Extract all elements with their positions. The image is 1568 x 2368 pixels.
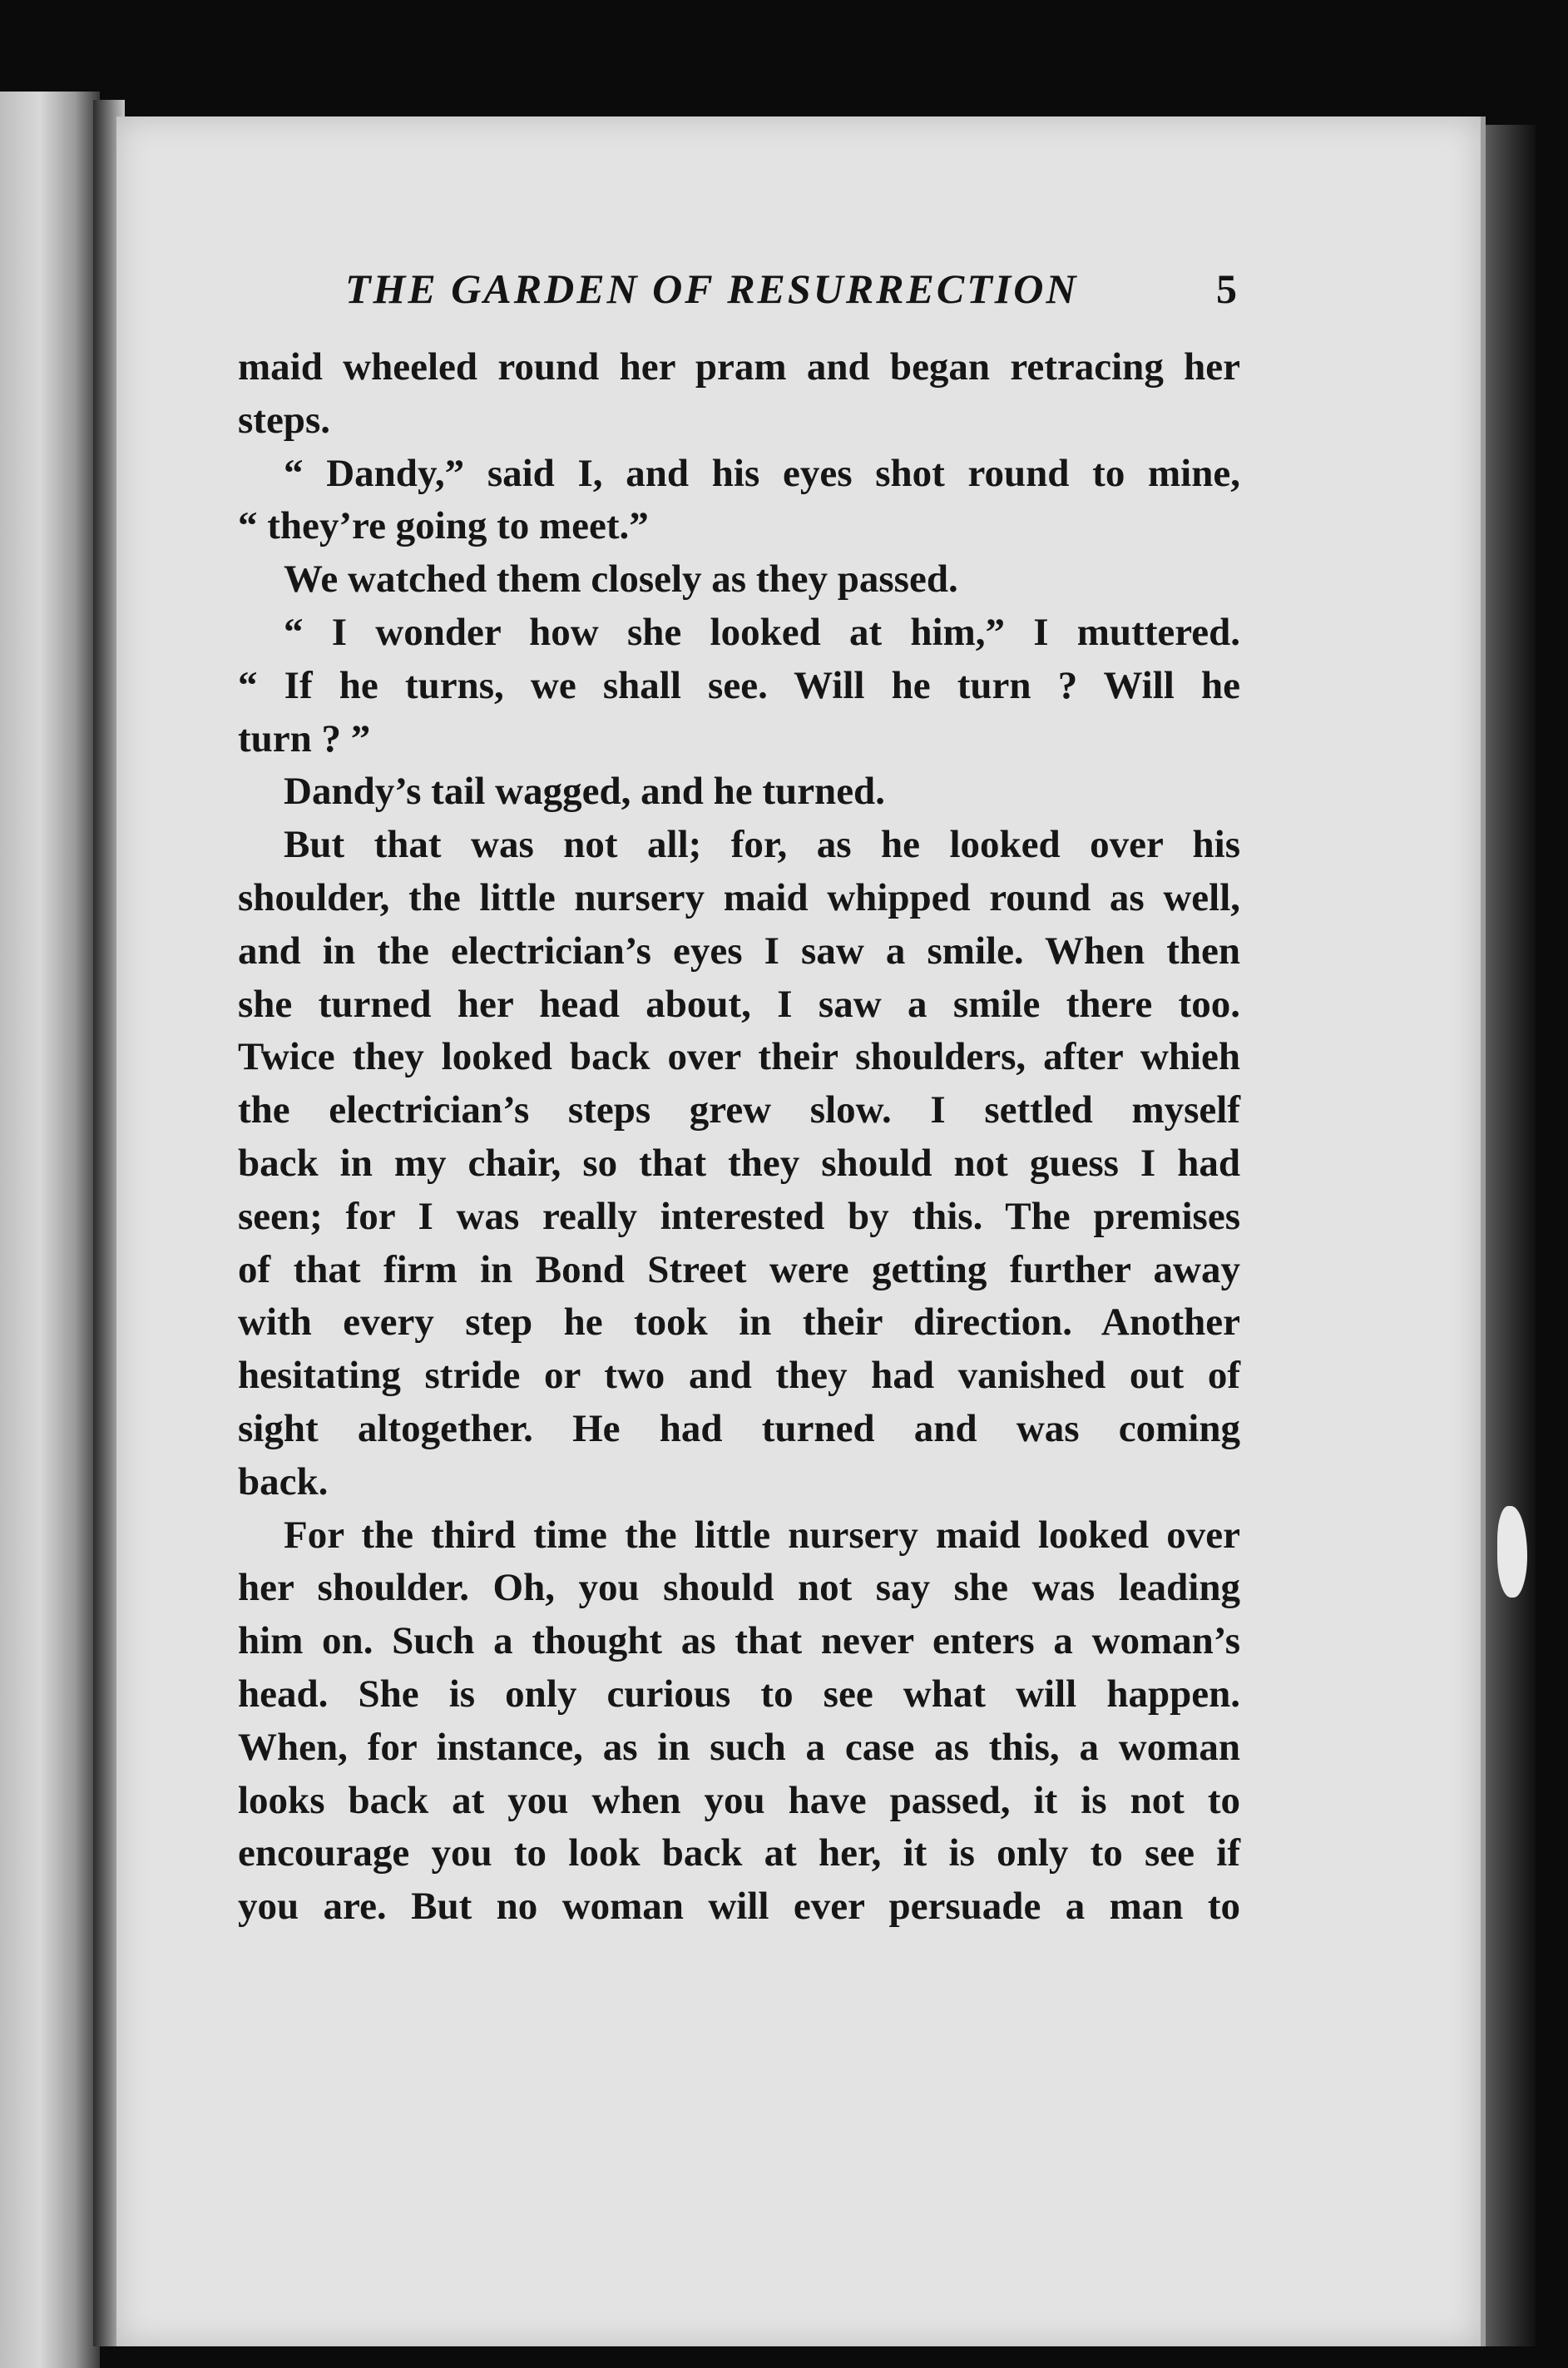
running-head-title: THE GARDEN OF RESURRECTION xyxy=(345,265,1079,312)
text-line: and in the electrician’s eyes I saw a smile. When then xyxy=(238,929,1240,973)
text-line: “ they’re going to meet.” xyxy=(238,504,649,548)
body-text xyxy=(238,341,1240,1934)
text-line: “ If he turns, we shall see. Will he turn ? Will he xyxy=(238,663,1240,707)
text-line: But that was not all; for, as he looked over his xyxy=(284,823,1240,867)
text-line: looks back at you when you have passed, it is not to xyxy=(238,1778,1240,1822)
text-line: turn ? ” xyxy=(238,716,371,760)
text-line: her shoulder. Oh, you should not say she was leading xyxy=(238,1566,1240,1610)
text-line: maid wheeled round her pram and began retracing her xyxy=(238,345,1240,389)
text-line: hesitating stride or two and they had vanished out of xyxy=(238,1354,1240,1398)
text-line: of that firm in Bond Street were getting further away xyxy=(238,1247,1240,1291)
text-line: steps. xyxy=(238,398,330,442)
text-line: him on. Such a thought as that never enters a woman’s xyxy=(238,1619,1240,1663)
page-stack-edge xyxy=(1486,125,1536,2346)
text-line: you are. But no woman will ever persuade a man to xyxy=(238,1885,1240,1929)
text-line: shoulder, the little nursery maid whipped round as well, xyxy=(238,875,1240,919)
text-line: Twice they looked back over their shoulders, after whieh xyxy=(238,1035,1240,1079)
text-line: sight altogether. He had turned and was coming xyxy=(238,1406,1240,1450)
page-number: 5 xyxy=(1216,265,1239,312)
text-line: encourage you to look back at her, it is only to see if xyxy=(238,1831,1240,1875)
text-line: “ I wonder how she looked at him,” I muttered. xyxy=(284,610,1240,654)
facing-page-edge xyxy=(0,92,100,2368)
text-line: she turned her head about, I saw a smile there too. xyxy=(238,982,1240,1026)
text-line: When, for instance, as in such a case as this, a woman xyxy=(238,1725,1240,1769)
running-head xyxy=(229,265,1239,323)
text-line: We watched them closely as they passed. xyxy=(284,557,958,602)
text-line: head. She is only curious to see what will happen. xyxy=(238,1672,1240,1716)
text-line: back in my chair, so that they should not guess I had xyxy=(238,1141,1240,1185)
text-line: back. xyxy=(238,1459,329,1504)
text-line: with every step he took in their direction. Another xyxy=(238,1300,1240,1345)
text-line: the electrician’s steps grew slow. I settled myself xyxy=(238,1088,1240,1132)
text-line: For the third time the little nursery maid looked over xyxy=(284,1513,1240,1557)
text-line: seen; for I was really interested by this. The premises xyxy=(238,1194,1240,1238)
text-line: “ Dandy,” said I, and his eyes shot round to mine, xyxy=(284,451,1240,495)
text-line: Dandy’s tail wagged, and he turned. xyxy=(284,770,885,814)
